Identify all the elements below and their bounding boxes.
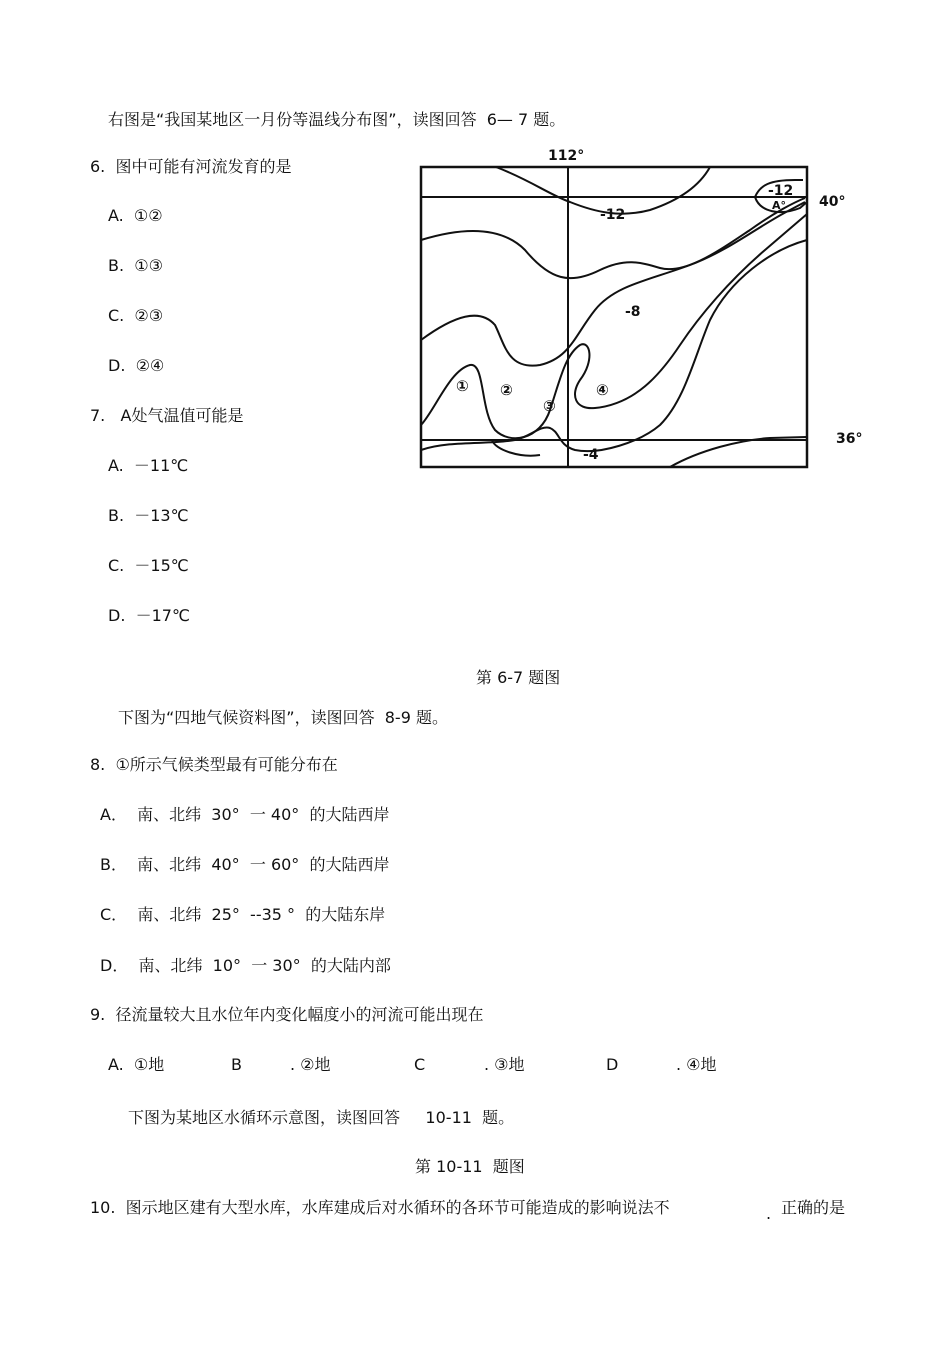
question-10-stem-end: 正确的是 — [781, 1198, 846, 1217]
question-7-stem: 7. A处气温值可能是 — [90, 406, 244, 425]
question-10-stem: 10. 图示地区建有大型水库，水库建成后对水循环的各环节可能造成的影响说法不 — [90, 1198, 670, 1217]
question-8-stem: 8. ①所示气候类型最有可能分布在 — [90, 755, 338, 774]
contour-label-minus-12: -12 — [600, 207, 626, 223]
q8-option-c: C． 南、北纬 25° --35 ° 的大陆东岸 — [100, 905, 386, 924]
intro-10-11: 下图为某地区水循环示意图，读图回答 10-11 题。 — [128, 1108, 515, 1127]
question-6-stem: 6. 图中可能有河流发育的是 — [90, 157, 292, 176]
marker-2: ② — [500, 381, 513, 399]
q9-option-b-letter: B — [231, 1055, 242, 1074]
intro-6-7: 右图是“我国某地区一月份等温线分布图”，读图回答 6— 7 题。 — [108, 110, 566, 129]
q6-option-d: D. ②④ — [108, 356, 165, 375]
contour-label-minus-8: -8 — [625, 304, 641, 320]
isotherm-map — [400, 140, 880, 480]
q9-option-c-letter: C — [414, 1055, 426, 1074]
q8-option-b: B． 南、北纬 40° 一 60° 的大陆西岸 — [100, 855, 390, 874]
intro-8-9: 下图为“四地气候资料图”，读图回答 8-9 题。 — [118, 708, 448, 727]
q7-option-c: C. －15℃ — [108, 556, 189, 575]
question-10-emphasis-dot: . — [766, 1204, 772, 1223]
q7-option-b: B. －13℃ — [108, 506, 189, 525]
contour-label-minus-12-corner: -12 — [768, 183, 794, 199]
q7-option-d: D. －17℃ — [108, 606, 190, 625]
q8-option-a: A． 南、北纬 30° 一 40° 的大陆西岸 — [100, 805, 390, 824]
q6-option-a: A. ①② — [108, 206, 163, 225]
q6-option-c: C. ②③ — [108, 306, 164, 325]
q9-option-d-letter: D — [606, 1055, 619, 1074]
question-9-stem: 9. 径流量较大且水位年内变化幅度小的河流可能出现在 — [90, 1005, 484, 1024]
marker-4: ④ — [596, 381, 609, 399]
q8-option-d: D． 南、北纬 10° 一 30° 的大陆内部 — [100, 956, 391, 975]
q9-option-b-text: . ②地 — [290, 1055, 331, 1074]
isotherm-minus-4 — [421, 240, 807, 451]
q6-option-b: B. ①③ — [108, 256, 163, 275]
point-a-label: A° — [772, 199, 787, 212]
q9-option-c-text: . ③地 — [484, 1055, 525, 1074]
isotherm-minus-8 — [421, 202, 805, 366]
contour-label-minus-4: -4 — [583, 447, 599, 463]
q7-option-a: A. －11℃ — [108, 456, 189, 475]
caption-6-7: 第 6-7 题图 — [476, 668, 561, 687]
marker-1: ① — [456, 377, 469, 395]
isotherm-minus-8-inner — [421, 214, 807, 438]
longitude-label-112: 112° — [548, 148, 585, 164]
isotherm-bottom — [670, 437, 807, 467]
marker-3: ③ — [543, 397, 556, 415]
q9-option-a: A. ①地 — [108, 1055, 165, 1074]
caption-10-11: 第 10-11 题图 — [415, 1157, 525, 1176]
q9-option-d-text: . ④地 — [676, 1055, 717, 1074]
latitude-label-36: 36° — [836, 431, 863, 447]
latitude-label-40: 40° — [819, 194, 846, 210]
